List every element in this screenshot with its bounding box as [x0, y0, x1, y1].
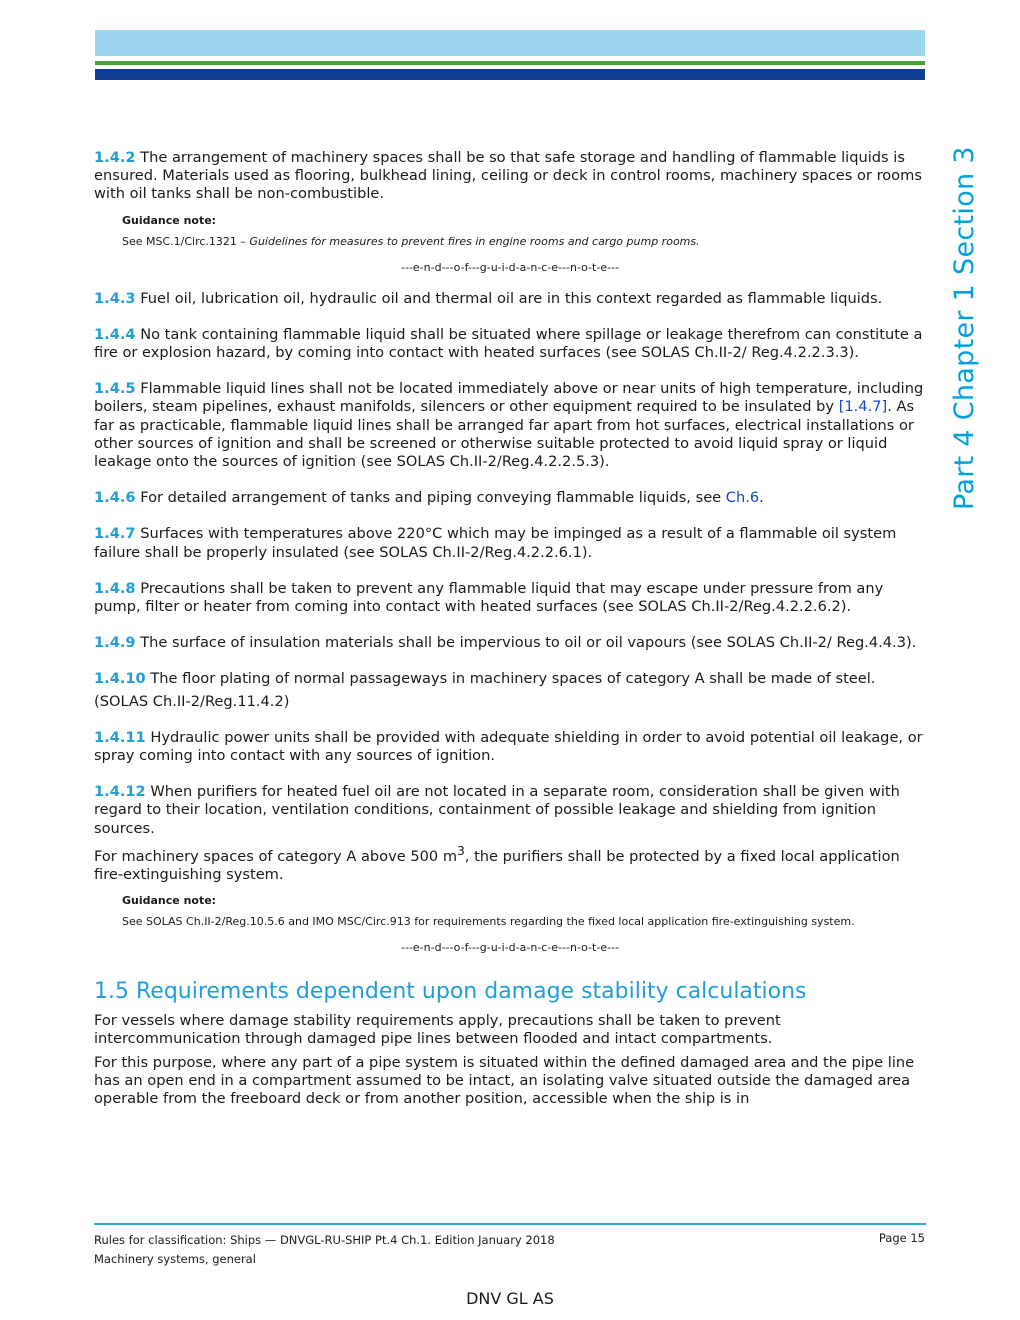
clause-text: , the purifiers shall be protected by a fixed local application fire-extinguishing system. — [94, 847, 900, 883]
paragraph-1-4-2 — [94, 149, 926, 204]
guidance-note-end: ---e-n-d---o-f---g-u-i-d-a-n-c-e---n-o-t-e--- — [401, 260, 619, 274]
clause-text: . — [759, 489, 764, 507]
publisher-name: DNV GL AS — [466, 1289, 554, 1308]
reference-link-ch6[interactable]: Ch.6 — [725, 489, 760, 507]
clause-number: 1.4.9 — [94, 634, 136, 652]
clause-text: . As far as practicable, flammable liquid lines shall be arranged far apart from hot surfaces, electrical installations or other sources of ignition and shall be screened or otherwise suitable protected to avoid liquid spray or liquid leakage onto the sources of ignition (see SOLAS Ch.II-2/Reg.4.2.2.5.3). — [94, 398, 915, 471]
paragraph-1-4-7 — [94, 525, 926, 561]
clause-number: 1.4.2 — [94, 149, 136, 166]
guidance-note-title: Guidance note: — [122, 213, 217, 227]
clause-text: For machinery spaces of category A above 500 m — [94, 847, 458, 865]
paragraph-1-4-5 — [94, 380, 926, 471]
footer-subtitle: Machinery systems, general — [94, 1252, 256, 1266]
footer-rule — [94, 1223, 926, 1225]
clause-number: 1.4.5 — [94, 380, 136, 398]
paragraph-1-4-4 — [94, 326, 926, 362]
footer-title: Rules for classification: Ships — DNVGL-RU-SHIP Pt.4 Ch.1. Edition January 2018 — [94, 1233, 555, 1247]
clause-text: When purifiers for heated fuel oil are not located in a separate room, consideration shall be given with regard to their location, ventilation conditions, containment of possible leakage and shielding from ignition sources. — [94, 783, 900, 837]
guidance-text-prefix: See MSC.1/Circ.1321 – — [122, 234, 250, 248]
clause-number: 1.4.6 — [94, 489, 136, 507]
clause-text: No tank containing flammable liquid shall be situated where spillage or leakage therefrom can constitute a fire or explosion hazard, by coming into contact with heated surfaces (see SOLAS Ch.II-2/ Reg.4.2.2.3.3). — [94, 325, 923, 362]
reference-link-1-4-7[interactable]: [1.4.7] — [838, 398, 888, 416]
guidance-note-text: See SOLAS Ch.II-2/Reg.10.5.6 and IMO MSC/Circ.913 for requirements regarding the fixed local application fire-extinguishing system. — [122, 915, 855, 929]
clause-number: 1.4.4 — [94, 325, 136, 343]
guidance-note — [122, 894, 926, 954]
guidance-note-text — [122, 233, 926, 251]
paragraph-1-4-10 — [94, 670, 926, 688]
superscript: 3 — [457, 843, 465, 858]
paragraph-1-4-12 — [94, 783, 926, 838]
guidance-text-italic: Guidelines for measures to prevent fires in engine rooms and cargo pump rooms. — [249, 234, 700, 248]
page-body — [94, 149, 926, 1108]
paragraph-1-4-12-purifiers — [94, 842, 926, 884]
header-light-band — [95, 30, 925, 56]
footer-document-info — [94, 1231, 555, 1269]
guidance-note-title: Guidance note: — [122, 894, 217, 908]
header-blue-rule — [95, 69, 925, 80]
clause-text: The arrangement of machinery spaces shall be so that safe storage and handling of flammable liquids is ensured. Materials used as flooring, bulkhead lining, ceiling or deck in control rooms, machinery spaces or rooms with oil tanks shall be non-combustible. — [94, 149, 922, 203]
paragraph-1-4-3 — [94, 290, 926, 308]
clause-number: 1.4.11 — [94, 728, 146, 746]
section-heading-1-5: 1.5 Requirements dependent upon damage stability calculations — [94, 979, 807, 1005]
paragraph-1-4-10-reference: (SOLAS Ch.II-2/Reg.11.4.2) — [94, 692, 290, 710]
guidance-note — [122, 214, 926, 274]
paragraph-1-4-6 — [94, 489, 926, 507]
clause-text: Fuel oil, lubrication oil, hydraulic oil and thermal oil are in this context regarded as flammable liquids. — [135, 289, 883, 307]
clause-text: Flammable liquid lines shall not be located immediately above or near units of high temperature, including boilers, steam pipelines, exhaust manifolds, silencers or other equipment required to be insulated by — [94, 380, 924, 416]
clause-text: The surface of insulation materials shall be impervious to oil or oil vapours (see SOLAS Ch.II-2/ Reg.4.4.3). — [135, 634, 917, 652]
clause-text: Hydraulic power units shall be provided with adequate shielding in order to avoid potential oil leakage, or spray coming into contact with any sources of ignition. — [94, 728, 923, 765]
paragraph-1-5-b: For this purpose, where any part of a pipe system is situated within the defined damaged area and the pipe line has an open end in a compartment assumed to be intact, an isolating valve situated outside the damaged area operable from the freeboard deck or from another position, accessible when the ship is in — [94, 1053, 915, 1107]
clause-number: 1.4.12 — [94, 783, 146, 801]
page-number: Page 15 — [878, 1231, 925, 1245]
clause-text: Surfaces with temperatures above 220°C which may be impinged as a result of a flammable oil system failure shall be properly insulated (see SOLAS Ch.II-2/Reg.4.2.2.6.1). — [94, 525, 897, 561]
guidance-note-end: ---e-n-d---o-f---g-u-i-d-a-n-c-e---n-o-t-e--- — [401, 941, 619, 955]
paragraph-1-5-a: For vessels where damage stability requirements apply, precautions shall be taken to prevent intercommunication through damaged pipe lines between flooded and intact compartments. — [94, 1012, 781, 1048]
clause-text: Precautions shall be taken to prevent any flammable liquid that may escape under pressure from any pump, filter or heater from coming into contact with heated surfaces (see SOLAS Ch.II-2/Reg.4.2.2.6.2). — [94, 579, 884, 616]
paragraph-1-4-11 — [94, 729, 926, 765]
clause-text: For detailed arrangement of tanks and piping conveying flammable liquids, see — [135, 489, 726, 507]
clause-text: The floor plating of normal passageways in machinery spaces of category A shall be made of steel. — [145, 670, 876, 688]
clause-number: 1.4.7 — [94, 525, 136, 543]
header-green-rule — [95, 61, 925, 65]
paragraph-1-4-8 — [94, 580, 926, 616]
paragraph-1-4-9 — [94, 634, 926, 652]
section-side-label: Part 4 Chapter 1 Section 3 — [949, 146, 980, 510]
clause-number: 1.4.10 — [94, 670, 146, 688]
clause-number: 1.4.8 — [94, 579, 136, 597]
clause-number: 1.4.3 — [94, 289, 136, 307]
